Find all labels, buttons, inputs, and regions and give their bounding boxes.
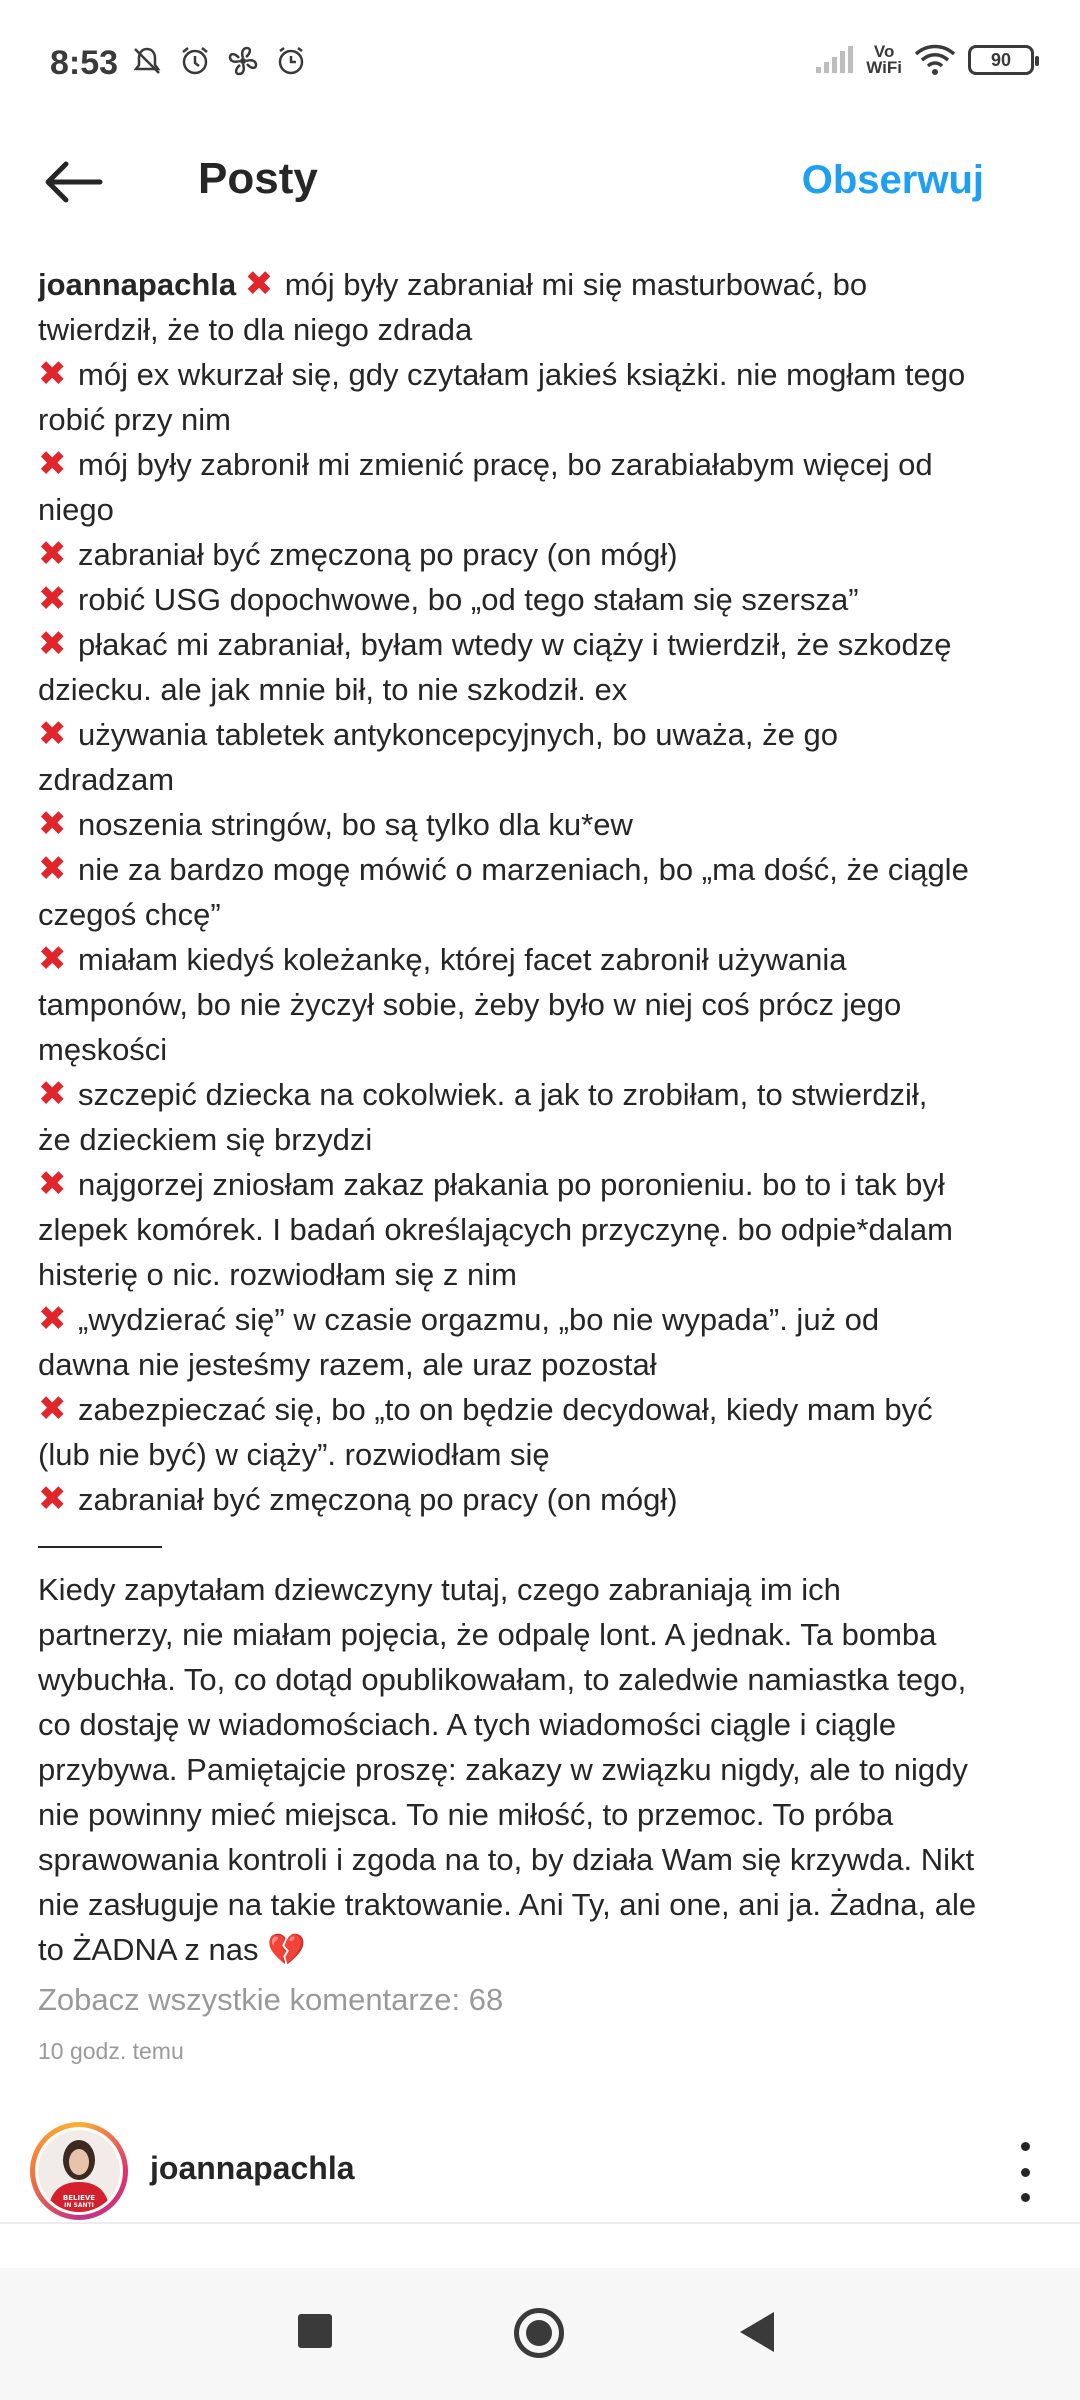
caption-line: [38, 1657, 1048, 1702]
caption-text: (lub nie być) w ciąży”. rozwiodłam się: [38, 1437, 550, 1472]
battery-icon: [968, 45, 1034, 75]
avatar[interactable]: [35, 2127, 123, 2215]
caption-text: nie powinny mieć miejsca. To nie miłość, to przemoc. To próba: [38, 1797, 894, 1832]
caption-text: miałam kiedyś koleżankę, której facet zabronił używania: [78, 942, 847, 977]
caption-line: [38, 1792, 1048, 1837]
caption-text: „wydzierać się” w czasie orgazmu, „bo nie wypada”. już od: [78, 1302, 880, 1337]
wifi-icon: [914, 44, 956, 76]
caption-text: zabezpieczać się, bo „to on będzie decydował, kiedy mam być: [78, 1392, 933, 1427]
alarm-icon: [178, 44, 212, 78]
caption-line: [38, 982, 1048, 1027]
caption-text: przybywa. Pamiętajcie proszę: zakazy w związku nigdy, ale to nigdy: [38, 1752, 968, 1787]
caption-text: mój były zabronił mi zmienić pracę, bo zarabiałabym więcej od: [78, 447, 933, 482]
caption-text: czegoś chcę”: [38, 897, 221, 932]
caption-text: partnerzy, nie miałam pojęcia, że odpalę lont. A jednak. Ta bomba: [38, 1617, 937, 1652]
cross-mark-icon: ✖: [38, 1390, 67, 1428]
next-post-header: [0, 2112, 1080, 2232]
caption-text: zlepek komórek. I badań określających przyczynę. bo odpie*dalam: [38, 1212, 953, 1247]
dot: [1021, 2168, 1030, 2177]
caption-line: [38, 1612, 1048, 1657]
caption-line: [38, 1477, 1048, 1522]
caption-text: dziecku. ale jak mnie bił, to nie szkodził. ex: [38, 672, 628, 707]
caption-line: [38, 847, 1048, 892]
caption-line: [38, 1927, 1048, 1972]
caption-line: [38, 1837, 1048, 1882]
cross-mark-icon: ✖: [38, 805, 67, 843]
caption-text: ————: [38, 1527, 162, 1562]
caption-text: Kiedy zapytałam dziewczyny tutaj, czego zabraniają im ich: [38, 1572, 841, 1607]
story-ring[interactable]: [30, 2122, 128, 2220]
caption-line: [38, 937, 1048, 982]
page-title: Posty: [198, 154, 318, 203]
caption-line: [38, 352, 1048, 397]
caption-text: noszenia stringów, bo są tylko dla ku*ew: [78, 807, 633, 842]
caption-line: [38, 1252, 1048, 1297]
caption-line: [38, 1207, 1048, 1252]
back-arrow-icon[interactable]: [38, 152, 108, 212]
cross-mark-icon: ✖: [38, 940, 67, 978]
caption-text: tamponów, bo nie życzył sobie, żeby było w niej coś prócz jego: [38, 987, 902, 1022]
cross-mark-icon: ✖: [38, 850, 67, 888]
alarm-clock-icon: [274, 44, 308, 78]
dot: [1021, 2193, 1030, 2202]
recent-apps-button[interactable]: [298, 2314, 332, 2348]
caption-text: płakać mi zabraniał, byłam wtedy w ciąży i twierdził, że szkodzę: [78, 627, 952, 662]
cross-mark-icon: ✖: [38, 1165, 67, 1203]
caption-text: że dzieckiem się brzydzi: [38, 1122, 373, 1157]
cross-mark-icon: ✖: [38, 445, 67, 483]
follow-button[interactable]: Obserwuj: [801, 158, 984, 202]
cross-mark-icon: ✖: [38, 535, 67, 573]
caption-text: twierdził, że to dla niego zdrada: [38, 312, 473, 347]
system-nav-bar: [0, 2268, 1080, 2400]
caption-line: [38, 1117, 1048, 1162]
caption-text: najgorzej zniosłam zakaz płakania po poronieniu. bo to i tak był: [78, 1167, 945, 1202]
caption-line: [38, 307, 1048, 352]
caption-text: wybuchła. To, co dotąd opublikowałam, to zaledwie namiastka tego,: [38, 1662, 967, 1697]
caption-text: sprawowania kontroli i zgoda na to, by działa Wam się krzywda. Nikt: [38, 1842, 975, 1877]
caption-text: nie za bardzo mogę mówić o marzeniach, bo „ma dość, że ciągle: [78, 852, 969, 887]
cross-mark-icon: ✖: [38, 1075, 67, 1113]
app-header: [0, 130, 1080, 240]
post-caption: [38, 262, 1048, 1972]
caption-line: [38, 712, 1048, 757]
cross-mark-icon: ✖: [244, 265, 274, 303]
caption-line: [38, 262, 1048, 307]
caption-text: histerię o nic. rozwiodłam się z nim: [38, 1257, 517, 1292]
caption-line: [38, 442, 1048, 487]
broken-heart-icon: 💔: [258, 1932, 306, 1967]
caption-text: zabraniał być zmęczoną po pracy (on mógł): [78, 1482, 678, 1517]
caption-username[interactable]: joannapachla: [38, 267, 237, 302]
caption-line: [38, 1297, 1048, 1342]
avatar-photo: [38, 2130, 120, 2212]
caption-line: [38, 1072, 1048, 1117]
status-time: 8:53: [50, 44, 119, 82]
signal-icon: [814, 45, 854, 75]
status-icons-left: [130, 44, 308, 78]
avatar-illustration: [38, 2130, 120, 2212]
caption-line: [38, 667, 1048, 712]
caption-text: używania tabletek antykoncepcyjnych, bo uważa, że go: [78, 717, 838, 752]
caption-line: [38, 802, 1048, 847]
caption-text: zabraniał być zmęczoną po pracy (on mógł): [78, 537, 678, 572]
caption-text: dawna nie jesteśmy razem, ale uraz pozostał: [38, 1347, 657, 1382]
caption-line: [38, 1702, 1048, 1747]
caption-line: [38, 1387, 1048, 1432]
caption-line: [38, 1567, 1048, 1612]
caption-line: [38, 532, 1048, 577]
caption-line: [38, 1342, 1048, 1387]
caption-text: co dostaję w wiadomościach. A tych wiadomości ciągle i ciągle: [38, 1707, 897, 1742]
view-all-comments-link[interactable]: Zobacz wszystkie komentarze: 68: [38, 1982, 504, 2017]
vowifi-bottom: WiFi: [866, 58, 902, 77]
caption-line: [38, 892, 1048, 937]
caption-text: niego: [38, 492, 114, 527]
caption-line: [38, 397, 1048, 442]
caption-text: szczepić dziecka na cokolwiek. a jak to zrobiłam, to stwierdził,: [78, 1077, 928, 1112]
caption-text: nie zasługuje na takie traktowanie. Ani Ty, ani one, ani ja. Żadna, ale: [38, 1887, 977, 1922]
svg-text:BELIEVE: BELIEVE: [62, 2194, 96, 2202]
caption-line: [38, 1882, 1048, 1927]
caption-line: [38, 577, 1048, 622]
caption-text: mój były zabraniał mi się masturbować, bo: [284, 267, 868, 302]
caption-line: [38, 1522, 1048, 1567]
status-icons-right: [814, 44, 1034, 76]
vowifi-indicator: [866, 44, 902, 76]
home-button[interactable]: [514, 2308, 564, 2358]
caption-line: [38, 622, 1048, 667]
caption-text: to ŻADNA z nas: [38, 1932, 259, 1967]
post-author-username[interactable]: joannapachla: [150, 2150, 355, 2186]
more-options-icon[interactable]: [1010, 2142, 1040, 2202]
vowifi-top: Vo: [873, 42, 895, 61]
caption-text: robić przy nim: [38, 402, 231, 437]
cross-mark-icon: ✖: [38, 580, 67, 618]
divider: [0, 2222, 1080, 2224]
caption-line: [38, 1162, 1048, 1207]
caption-text: mój ex wkurzał się, gdy czytałam jakieś książki. nie mogłam tego: [78, 357, 966, 392]
caption-line: [38, 757, 1048, 802]
caption-line: [38, 487, 1048, 532]
status-bar: [0, 0, 1080, 130]
caption-line: [38, 1747, 1048, 1792]
cross-mark-icon: ✖: [38, 625, 67, 663]
svg-text:IN SANTI: IN SANTI: [64, 2202, 94, 2209]
system-back-button[interactable]: [740, 2312, 774, 2352]
caption-line: [38, 1432, 1048, 1477]
post-timestamp: 10 godz. temu: [38, 2038, 184, 2064]
cross-mark-icon: ✖: [38, 1300, 67, 1338]
dot: [1021, 2142, 1030, 2151]
battery-level: 90: [990, 49, 1012, 70]
caption-text: zdradzam: [38, 762, 175, 797]
fan-icon: [226, 44, 260, 78]
cross-mark-icon: ✖: [38, 1480, 67, 1518]
cross-mark-icon: ✖: [38, 355, 67, 393]
caption-text: robić USG dopochwowe, bo „od tego stałam się szersza”: [78, 582, 859, 617]
mute-icon: [130, 44, 164, 78]
caption-line: [38, 1027, 1048, 1072]
caption-text: męskości: [38, 1032, 168, 1067]
cross-mark-icon: ✖: [38, 715, 67, 753]
